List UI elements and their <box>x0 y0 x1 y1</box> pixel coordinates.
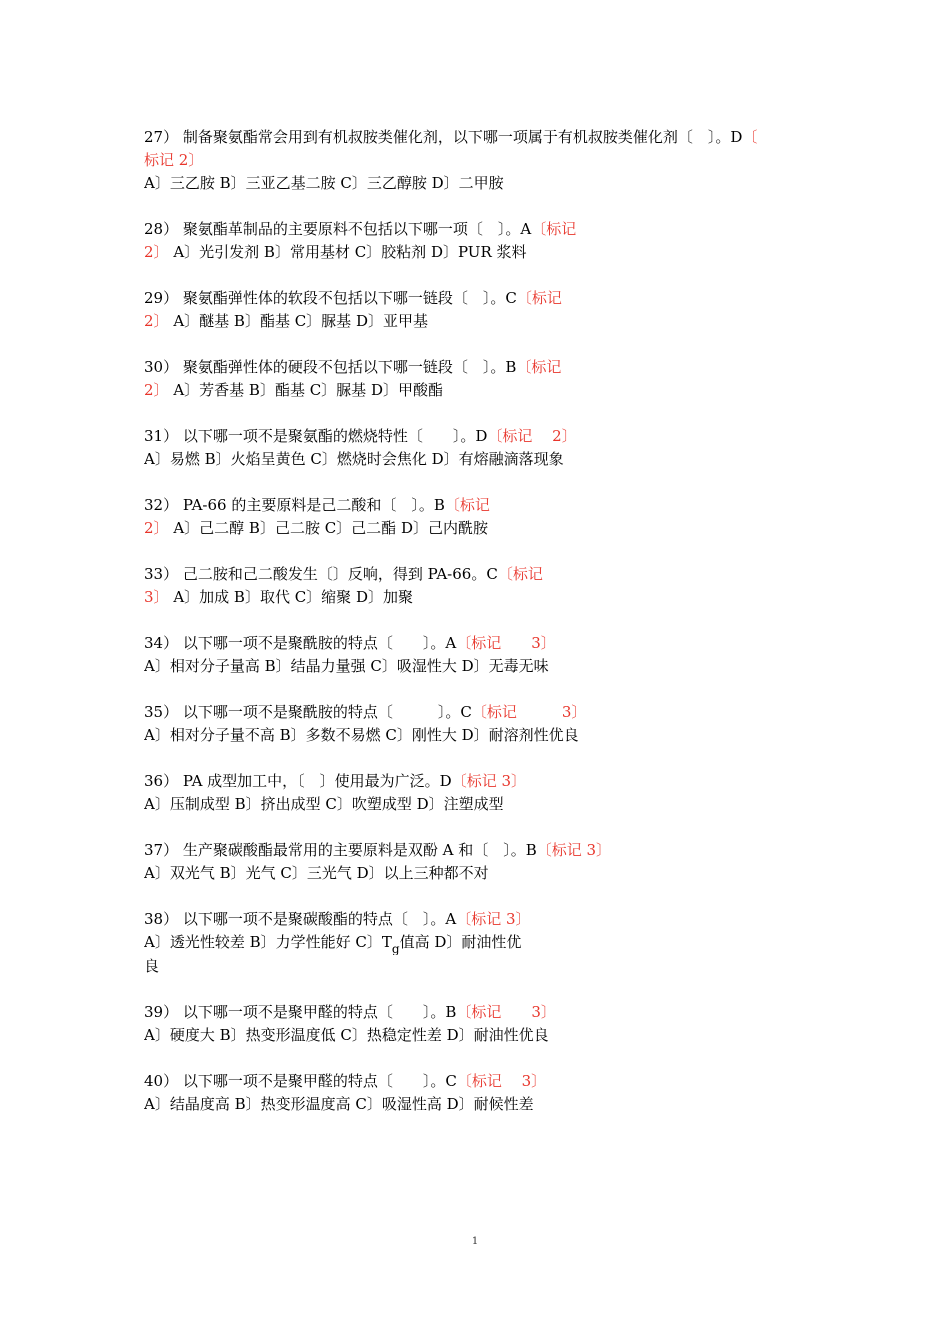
question-text: A〕光引发剂 B〕常用基材 C〕胶粘剂 D〕PUR 浆料 <box>168 243 527 261</box>
question-text: 32） PA-66 的主要原料是己二酸和〔 〕。B <box>144 496 445 514</box>
question-text: A〕压制成型 B〕挤出成型 C〕吹塑成型 D〕注塑成型 <box>144 795 504 813</box>
subscript-text: g <box>391 942 400 955</box>
question-line <box>144 425 814 448</box>
question-text: 30） 聚氨酯弹性体的硬段不包括以下哪一链段〔 〕。B <box>144 358 517 376</box>
question-text: A〕硬度大 B〕热变形温度低 C〕热稳定性差 D〕耐油性优良 <box>144 1026 549 1044</box>
question-item <box>144 287 814 333</box>
question-text: A〕透光性较差 B〕力学性能好 C〕T <box>144 933 392 951</box>
question-line <box>144 586 814 609</box>
question-line <box>144 494 814 517</box>
question-list <box>144 126 814 1139</box>
question-line <box>144 793 814 816</box>
question-line <box>144 379 814 402</box>
question-line <box>144 218 814 241</box>
question-line <box>144 931 814 955</box>
difficulty-mark: 〔标记 3〕 <box>471 703 587 721</box>
question-line <box>144 1093 814 1116</box>
question-text: 35） 以下哪一项不是聚酰胺的特点〔 〕。C <box>144 703 472 721</box>
question-line <box>144 1024 814 1047</box>
question-line <box>144 517 814 540</box>
question-text: 值高 D〕耐油性优 <box>399 933 522 951</box>
question-line <box>144 172 814 195</box>
question-text: A〕结晶度高 B〕热变形温度高 C〕吸湿性高 D〕耐候性差 <box>144 1095 534 1113</box>
question-text: 37） 生产聚碳酸酯最常用的主要原料是双酚 A 和〔 〕。B <box>144 841 537 859</box>
difficulty-mark: 2〕 <box>144 243 169 261</box>
question-text: 33） 己二胺和己二酸发生〔〕反响，得到 PA-66。C <box>144 565 498 583</box>
question-text: 28） 聚氨酯革制品的主要原料不包括以下哪一项〔 〕。A <box>144 220 532 238</box>
question-line <box>144 724 814 747</box>
difficulty-mark: 3〕 <box>144 588 169 606</box>
difficulty-mark: 〔标记 <box>497 565 543 583</box>
difficulty-mark: 标记 2〕 <box>144 151 204 169</box>
question-text: A〕相对分子量高 B〕结晶力量强 C〕吸湿性大 D〕无毒无味 <box>144 657 549 675</box>
question-text: 36） PA 成型加工中，〔 〕使用最为广泛。D <box>144 772 452 790</box>
question-item <box>144 494 814 540</box>
question-line <box>144 563 814 586</box>
difficulty-mark: 〔 <box>742 128 758 146</box>
page-number: 1 <box>471 1236 479 1247</box>
difficulty-mark: 2〕 <box>144 381 169 399</box>
question-item <box>144 126 814 195</box>
question-line <box>144 1001 814 1024</box>
question-text: 40） 以下哪一项不是聚甲醛的特点〔 〕。C <box>144 1072 457 1090</box>
question-text: A〕三乙胺 B〕三亚乙基二胺 C〕三乙醇胺 D〕二甲胺 <box>144 174 504 192</box>
question-text: A〕芳香基 B〕酯基 C〕脲基 D〕甲酸酯 <box>168 381 443 399</box>
question-item <box>144 1070 814 1116</box>
question-item <box>144 839 814 885</box>
difficulty-mark: 〔标记 3〕 <box>451 772 527 790</box>
question-item <box>144 563 814 609</box>
question-line <box>144 632 814 655</box>
question-item <box>144 632 814 678</box>
question-item <box>144 1001 814 1047</box>
question-line <box>144 287 814 310</box>
question-line <box>144 655 814 678</box>
difficulty-mark: 〔标记 <box>516 358 562 376</box>
question-line <box>144 1070 814 1093</box>
difficulty-mark: 〔标记 3〕 <box>536 841 612 859</box>
question-text: A〕加成 B〕取代 C〕缩聚 D〕加聚 <box>168 588 413 606</box>
question-item <box>144 770 814 816</box>
question-line <box>144 908 814 931</box>
question-text: A〕醚基 B〕酯基 C〕脲基 D〕亚甲基 <box>168 312 428 330</box>
difficulty-mark: 〔标记 3〕 <box>456 1003 556 1021</box>
question-line <box>144 310 814 333</box>
difficulty-mark: 〔标记 3〕 <box>456 634 556 652</box>
question-text: 38） 以下哪一项不是聚碳酸酯的特点〔 〕。A <box>144 910 457 928</box>
question-line <box>144 955 814 978</box>
difficulty-mark: 〔标记 <box>444 496 490 514</box>
difficulty-mark: 2〕 <box>144 312 169 330</box>
question-line <box>144 839 814 862</box>
difficulty-mark: 〔标记 <box>531 220 577 238</box>
question-item <box>144 356 814 402</box>
difficulty-mark: 〔标记 2〕 <box>487 427 577 445</box>
question-text: 31） 以下哪一项不是聚氨酯的燃烧特性〔 〕。D <box>144 427 488 445</box>
question-text: A〕易燃 B〕火焰呈黄色 C〕燃烧时会焦化 D〕有熔融滴落现象 <box>144 450 564 468</box>
question-item <box>144 425 814 471</box>
difficulty-mark: 〔标记 3〕 <box>456 1072 547 1090</box>
question-item <box>144 701 814 747</box>
question-line <box>144 241 814 264</box>
difficulty-mark: 〔标记 <box>516 289 562 307</box>
question-line <box>144 770 814 793</box>
question-text: 29） 聚氨酯弹性体的软段不包括以下哪一链段〔 〕。C <box>144 289 517 307</box>
difficulty-mark: 2〕 <box>144 519 169 537</box>
question-line <box>144 149 814 172</box>
question-text: A〕双光气 B〕光气 C〕三光气 D〕以上三种都不对 <box>144 864 489 882</box>
question-line <box>144 701 814 724</box>
question-text: 良 <box>144 957 160 975</box>
question-text: 39） 以下哪一项不是聚甲醛的特点〔 〕。B <box>144 1003 457 1021</box>
question-text: A〕己二醇 B〕己二胺 C〕己二酯 D〕己内酰胺 <box>168 519 488 537</box>
difficulty-mark: 〔标记 3〕 <box>456 910 531 928</box>
question-line <box>144 356 814 379</box>
question-item <box>144 908 814 978</box>
question-line <box>144 126 814 149</box>
question-text: A〕相对分子量不高 B〕多数不易燃 C〕刚性大 D〕耐溶剂性优良 <box>144 726 579 744</box>
question-text: 34） 以下哪一项不是聚酰胺的特点〔 〕。A <box>144 634 457 652</box>
question-item <box>144 218 814 264</box>
question-text: 27） 制备聚氨酯常会用到有机叔胺类催化剂，以下哪一项属于有机叔胺类催化剂〔 〕。D <box>144 128 743 146</box>
question-line <box>144 862 814 885</box>
question-line <box>144 448 814 471</box>
